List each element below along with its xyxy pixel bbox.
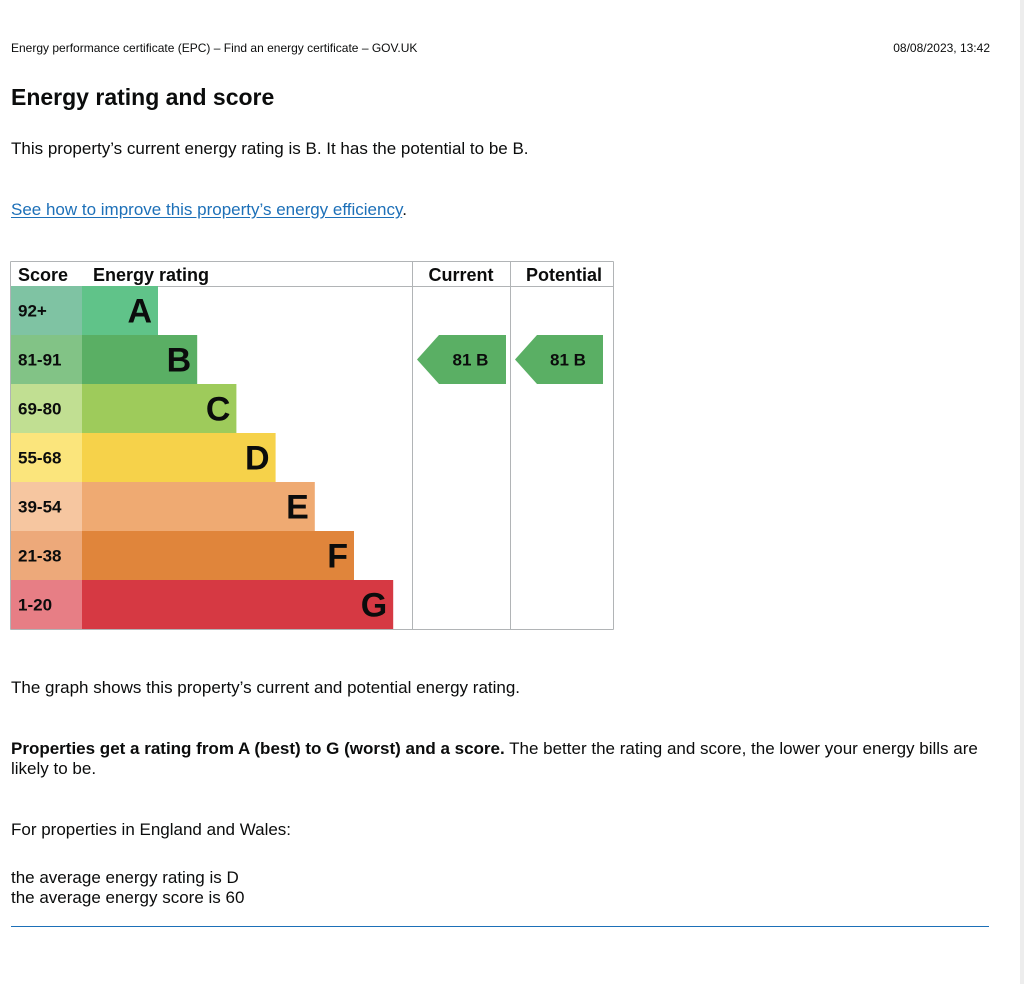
rating-letter-b: B: [166, 341, 192, 380]
score-label-a: 92+: [18, 301, 47, 321]
print-header-datetime: 08/08/2023, 13:42: [893, 41, 990, 55]
ratings-info: [11, 739, 989, 779]
rating-bar-f: [82, 531, 354, 580]
page-heading: Energy rating and score: [11, 84, 275, 110]
print-header-title: Energy performance certificate (EPC) – Find an energy certificate – GOV.UK: [11, 41, 418, 55]
intro-text: This property’s current energy rating is B. It has the potential to be B.: [11, 139, 529, 158]
score-label-g: 1-20: [18, 595, 53, 615]
rating-letter-d: D: [245, 439, 270, 478]
rating-bar-g: [82, 580, 393, 629]
current-rating-arrow-label: 81 B: [452, 350, 489, 370]
rating-letter-g: G: [360, 586, 388, 625]
average-score: the average energy score is 60: [11, 888, 245, 907]
region-intro: For properties in England and Wales:: [11, 820, 292, 839]
header-potential: Potential: [525, 265, 603, 285]
improve-efficiency-link[interactable]: See how to improve this property’s energy efficiency: [11, 200, 403, 219]
improve-link-suffix: .: [402, 200, 407, 219]
graph-caption: The graph shows this property’s current and potential energy rating.: [11, 678, 521, 697]
rating-letter-a: A: [127, 292, 152, 331]
averages: [11, 868, 244, 908]
potential-rating-arrow-label: 81 B: [550, 350, 586, 370]
average-rating: the average energy rating is D: [11, 868, 239, 887]
header-score: Score: [18, 265, 69, 285]
score-label-f: 21-38: [18, 546, 62, 566]
score-label-e: 39-54: [18, 497, 62, 517]
print-header: [11, 41, 990, 55]
section-divider: [11, 926, 989, 927]
rating-letter-f: F: [327, 537, 348, 576]
score-label-c: 69-80: [18, 399, 62, 419]
rating-bar-e: [82, 482, 315, 531]
ratings-info-rest: The better the rating and score, the lower your energy bills are likely to be.: [11, 739, 978, 778]
ratings-info-bold: Properties get a rating from A (best) to G (worst) and a score.: [11, 739, 505, 758]
energy-rating-chart: [10, 261, 615, 631]
header-current: Current: [428, 265, 494, 285]
score-label-d: 55-68: [18, 448, 62, 468]
header-energy-rating: Energy rating: [93, 265, 210, 285]
page-edge: [1020, 0, 1024, 984]
rating-letter-e: E: [286, 488, 309, 527]
rating-letter-c: C: [205, 390, 231, 429]
score-label-b: 81-91: [18, 350, 62, 370]
improve-line: [11, 200, 407, 220]
